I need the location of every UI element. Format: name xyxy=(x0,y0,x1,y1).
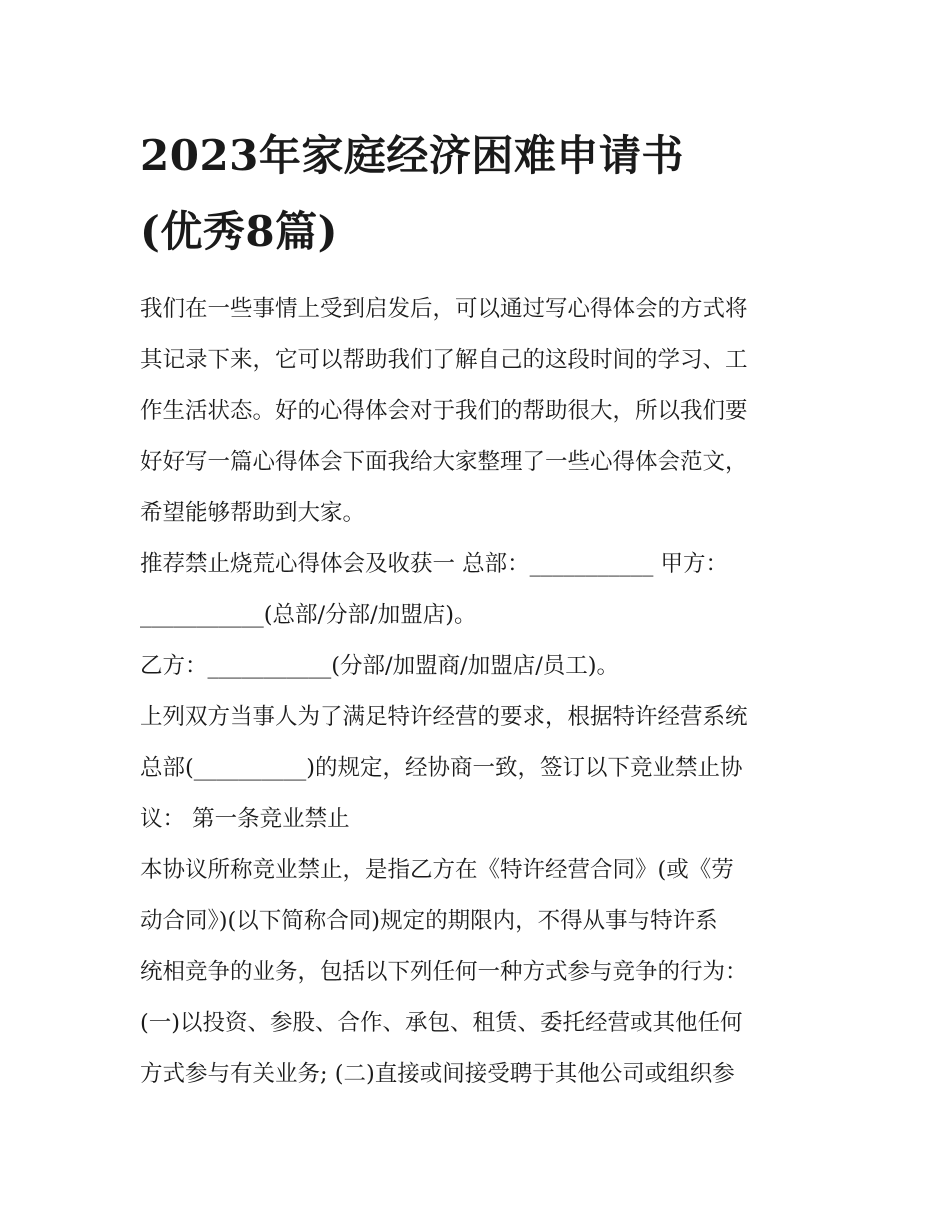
text-line: (一)以投资、参股、合作、承包、租赁、委托经营或其他任何 xyxy=(140,1010,743,1036)
title-line-2: (优秀8篇) xyxy=(140,207,338,256)
text-line: 推荐禁止烧荒心得体会及收获一 总部：___________ 甲方： xyxy=(140,551,729,577)
title-line-1: 2023年家庭经济困难申请书 xyxy=(140,131,684,180)
text-line: 统相竞争的业务，包括以下列任何一种方式参与竞争的行为： xyxy=(140,959,748,985)
text-line: 本协议所称竞业禁止，是指乙方在《特许经营合同》(或《劳 xyxy=(140,857,734,883)
text-line: 作生活状态。好的心得体会对于我们的帮助很大，所以我们要 xyxy=(140,398,748,424)
document-title xyxy=(140,118,820,270)
document-page xyxy=(140,118,820,1100)
text-line: 上列双方当事人为了满足特许经营的要求，根据特许经营系统 xyxy=(140,704,748,730)
text-line: 方式参与有关业务; (二)直接或间接受聘于其他公司或组织参 xyxy=(140,1061,735,1087)
text-line: 乙方：___________(分部/加盟商/加盟店/员工)。 xyxy=(140,653,620,679)
paragraph-party-b xyxy=(140,641,820,692)
document-body xyxy=(140,284,820,1100)
paragraph-agreement-preamble xyxy=(140,692,820,845)
paragraph-parties-headquarters xyxy=(140,539,820,641)
text-line: 我们在一些事情上受到启发后，可以通过写心得体会的方式将 xyxy=(140,296,748,322)
text-line: 其记录下来，它可以帮助我们了解自己的这段时间的学习、工 xyxy=(140,347,748,373)
text-line: ___________(总部/分部/加盟店)。 xyxy=(140,602,477,628)
text-line: 动合同》)(以下简称合同)规定的期限内，不得从事与特许系 xyxy=(140,908,718,934)
text-line: 好好写一篇心得体会下面我给大家整理了一些心得体会范文， xyxy=(140,449,748,475)
paragraph-non-compete-definition xyxy=(140,845,820,1100)
text-line: 议： 第一条竞业禁止 xyxy=(140,806,350,832)
paragraph-intro xyxy=(140,284,820,539)
text-line: 希望能够帮助到大家。 xyxy=(140,500,366,526)
text-line: 总部(__________)的规定，经协商一致，签订以下竞业禁止协 xyxy=(140,755,743,781)
